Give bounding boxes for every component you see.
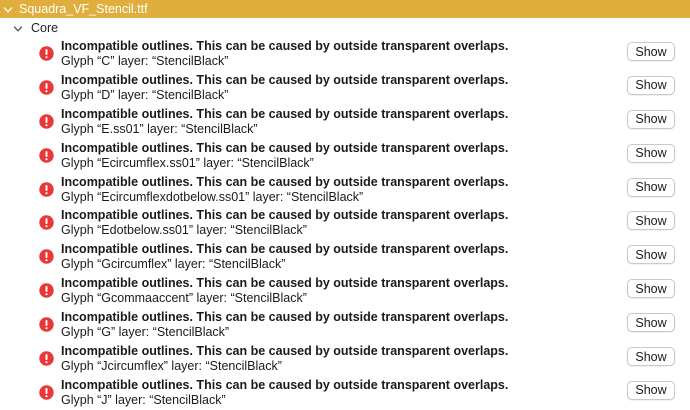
issue-row xyxy=(0,105,690,139)
error-icon xyxy=(39,114,54,129)
error-icon xyxy=(39,182,54,197)
show-button[interactable]: Show xyxy=(627,313,675,332)
chevron-down-icon[interactable] xyxy=(13,23,23,33)
issue-row xyxy=(0,37,690,71)
show-button[interactable]: Show xyxy=(627,76,675,95)
issue-row xyxy=(0,308,690,342)
issue-title: Incompatible outlines. This can be caused by outside transparent overlaps. xyxy=(61,208,509,223)
issue-title: Incompatible outlines. This can be caused by outside transparent overlaps. xyxy=(61,344,509,359)
group-row-core[interactable] xyxy=(0,18,690,38)
issue-detail: Glyph “G” layer: “StencilBlack” xyxy=(61,325,230,340)
issue-detail: Glyph “D” layer: “StencilBlack” xyxy=(61,87,229,102)
error-icon xyxy=(39,215,54,230)
issue-list xyxy=(0,37,690,410)
issue-detail: Glyph “Edotbelow.ss01” layer: “StencilBlack” xyxy=(61,223,307,238)
issue-detail: Glyph “Gcommaaccent” layer: “StencilBlack” xyxy=(61,291,307,306)
issue-detail: Glyph “E.ss01” layer: “StencilBlack” xyxy=(61,121,258,136)
chevron-down-icon[interactable] xyxy=(3,4,13,14)
error-icon xyxy=(39,351,54,366)
error-icon xyxy=(39,46,54,61)
show-button[interactable]: Show xyxy=(627,279,675,298)
issue-detail: Glyph “J” layer: “StencilBlack” xyxy=(61,392,226,407)
file-name: Squadra_VF_Stencil.ttf xyxy=(19,2,148,16)
issue-title: Incompatible outlines. This can be caused by outside transparent overlaps. xyxy=(61,39,509,53)
issue-title: Incompatible outlines. This can be caused by outside transparent overlaps. xyxy=(61,310,509,325)
issue-row xyxy=(0,139,690,173)
issue-row xyxy=(0,274,690,308)
issue-row xyxy=(0,206,690,240)
issue-row xyxy=(0,240,690,274)
show-button[interactable]: Show xyxy=(627,42,675,61)
issue-detail: Glyph “Ecircumflex.ss01” layer: “StencilBlack” xyxy=(61,155,314,170)
issue-detail: Glyph “C” layer: “StencilBlack” xyxy=(61,54,229,68)
error-icon xyxy=(39,317,54,332)
issue-title: Incompatible outlines. This can be caused by outside transparent overlaps. xyxy=(61,140,509,155)
show-button[interactable]: Show xyxy=(627,245,675,264)
issue-row xyxy=(0,71,690,105)
error-icon xyxy=(39,148,54,163)
show-button[interactable]: Show xyxy=(627,347,675,366)
issue-detail: Glyph “Jcircumflex” layer: “StencilBlack” xyxy=(61,359,282,374)
error-icon xyxy=(39,80,54,95)
issue-row xyxy=(0,342,690,376)
error-icon xyxy=(39,283,54,298)
error-icon xyxy=(39,249,54,264)
group-label: Core xyxy=(31,21,59,35)
issue-title: Incompatible outlines. This can be caused by outside transparent overlaps. xyxy=(61,377,509,392)
file-header-row[interactable] xyxy=(0,0,690,18)
issue-title: Incompatible outlines. This can be caused by outside transparent overlaps. xyxy=(61,242,509,257)
issue-detail: Glyph “Gcircumflex” layer: “StencilBlack” xyxy=(61,257,286,272)
issue-row xyxy=(0,376,690,410)
show-button[interactable]: Show xyxy=(627,144,675,163)
issue-title: Incompatible outlines. This can be caused by outside transparent overlaps. xyxy=(61,174,509,189)
issue-detail: Glyph “Ecircumflexdotbelow.ss01” layer: “StencilBlack” xyxy=(61,189,364,204)
issue-title: Incompatible outlines. This can be caused by outside transparent overlaps. xyxy=(61,276,509,291)
show-button[interactable]: Show xyxy=(627,178,675,197)
show-button[interactable]: Show xyxy=(627,211,675,230)
issue-title: Incompatible outlines. This can be caused by outside transparent overlaps. xyxy=(61,106,509,121)
show-button[interactable]: Show xyxy=(627,110,675,129)
error-icon xyxy=(39,385,54,400)
issue-row xyxy=(0,173,690,207)
show-button[interactable]: Show xyxy=(627,381,675,400)
issue-title: Incompatible outlines. This can be caused by outside transparent overlaps. xyxy=(61,72,509,87)
